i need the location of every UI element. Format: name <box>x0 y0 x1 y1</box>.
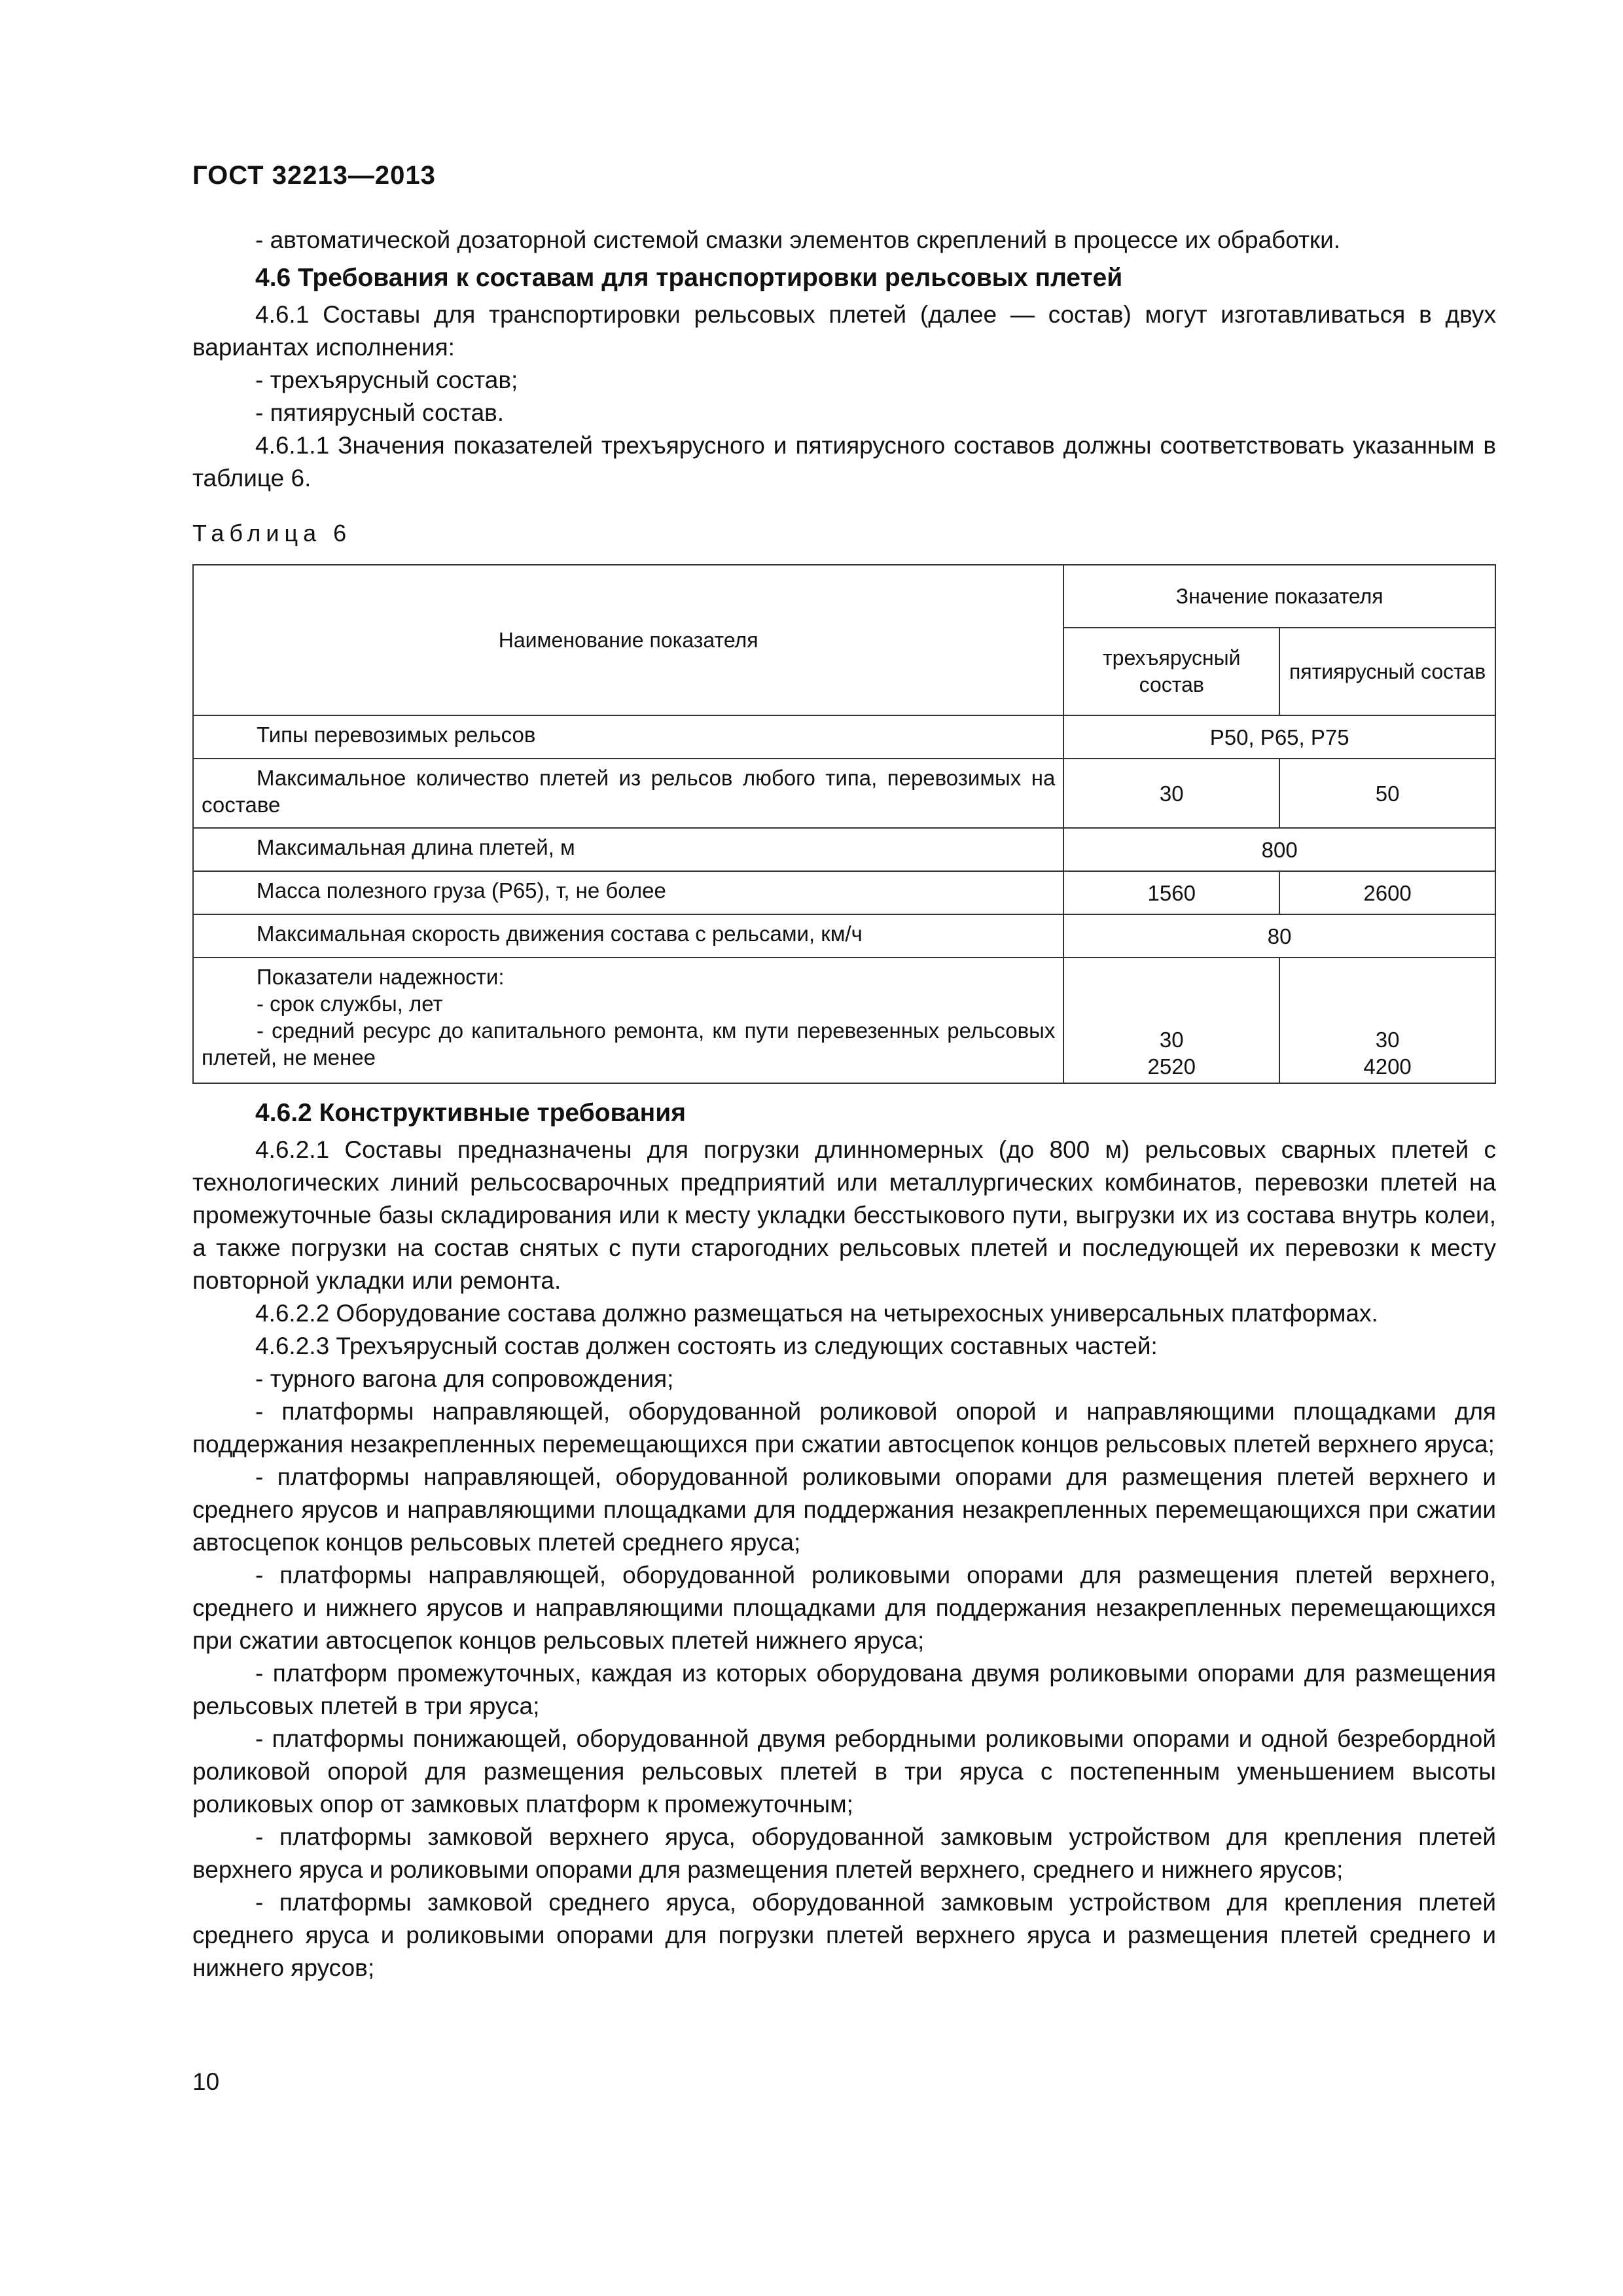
table-6 <box>192 564 1496 1084</box>
table-row-payload-name: Масса полезного груза (Р65), т, не более <box>193 871 1063 914</box>
table-head-name: Наименование показателя <box>193 565 1063 715</box>
paragraph-4-6-2-3: 4.6.2.3 Трехъярусный состав должен состоять из следующих составных частей: <box>255 1333 1158 1359</box>
table-row-reliability-title: Показатели надежности: <box>257 965 505 989</box>
table-row-reliability-five-tier-resource: 4200 <box>1363 1054 1412 1079</box>
table-row-reliability-service-life: - срок службы, лет <box>257 992 443 1016</box>
paragraph-4-6-1: 4.6.1 Составы для транспортировки рельсовых плетей (далее — состав) могут изготавливаться в двух вариантах исполнения: <box>192 301 1496 361</box>
table-row-payload-three-tier: 1560 <box>1063 871 1279 914</box>
paragraph-4-6-2-1: 4.6.2.1 Составы предназначены для погрузки длинномерных (до 800 м) рельсовых сварных плетей с технологических линий рельсосварочных предприятий или металлургических комбинатов, перевозки плетей на промежуточные базы складирования или к месту укладки бесстыкового пути, выгрузки их из состава внутрь колеи, а также погрузки на состав снятых с пути старогодних рельсовых плетей и последующей их перевозки к месту повторной укладки или ремонта. <box>192 1136 1496 1294</box>
table-row-reliability-five-tier <box>1279 958 1495 1083</box>
table-row-rail-types-name: Типы перевозимых рельсов <box>193 715 1063 759</box>
list-item-guide-platform-lower: - платформы направляющей, оборудованной роликовыми опорами для размещения плетей верхнего, среднего и нижнего ярусов и направляющими площадками для поддержания незакрепленных перемещающихся при сжатии автосцепок концов рельсовых плетей нижнего яруса; <box>192 1562 1496 1654</box>
table-row-reliability-five-tier-life: 30 <box>1375 1028 1400 1052</box>
table-row-max-length-name: Максимальная длина плетей, м <box>193 828 1063 871</box>
section-4-6-2 <box>192 1097 1496 1984</box>
table-row-max-count-name: Максимальное количество плетей из рельсов любого типа, перевозимых на составе <box>193 759 1063 828</box>
table-row-max-count-three-tier: 30 <box>1063 759 1279 828</box>
list-item-lock-platform-middle: - платформы замковой среднего яруса, оборудованной замковым устройством для крепления плетей среднего яруса и роликовыми опорами для погрузки плетей верхнего яруса и размещения плетей среднего и нижнего ярусов; <box>192 1889 1496 1981</box>
list-item-guide-platform-upper: - платформы направляющей, оборудованной роликовой опорой и направляющими площадками для поддержания незакрепленных перемещающихся при сжатии автосцепок концов рельсовых плетей верхнего яруса; <box>192 1398 1496 1458</box>
table-row-reliability-three-tier-resource: 2520 <box>1147 1054 1196 1079</box>
table-row-max-speed-value: 80 <box>1063 914 1495 958</box>
table-row-max-count-five-tier: 50 <box>1279 759 1495 828</box>
paragraph-4-6-2-2: 4.6.2.2 Оборудование состава должно размещаться на четырехосных универсальных платформах. <box>255 1300 1378 1327</box>
table-head-value-group: Значение показателя <box>1063 565 1495 628</box>
table-row-reliability-resource: - средний ресурс до капитального ремонта, км пути перевезенных рельсовых плетей, не менее <box>202 1018 1056 1069</box>
list-item-five-tier: - пятиярусный состав. <box>255 399 505 426</box>
list-item-lowering-platform: - платформы понижающей, оборудованной двумя ребордными роликовыми опорами и одной безребордной роликовой опорой для размещения рельсовых плетей в три яруса с постепенным уменьшением высоты роликовых опор от замковых платформ к промежуточным; <box>192 1725 1496 1818</box>
table-row-reliability-name <box>193 958 1063 1083</box>
table-row-max-speed-name: Максимальная скорость движения состава с рельсами, км/ч <box>193 914 1063 958</box>
table-row-payload-five-tier: 2600 <box>1279 871 1495 914</box>
list-item-three-tier: - трехъярусный состав; <box>255 367 518 393</box>
table-row-max-length-value: 800 <box>1063 828 1495 871</box>
paragraph-4-6-1-1: 4.6.1.1 Значения показателей трехъярусного и пятиярусного составов должны соответствовать указанным в таблице 6. <box>192 432 1496 492</box>
list-item-escort-car: - турного вагона для сопровождения; <box>255 1365 674 1392</box>
list-item-lock-platform-upper: - платформы замковой верхнего яруса, оборудованной замковым устройством для крепления плетей верхнего яруса и роликовыми опорами для размещения плетей верхнего, среднего и нижнего ярусов; <box>192 1823 1496 1883</box>
section-heading-4-6-2: 4.6.2 Конструктивные требования <box>255 1099 686 1127</box>
table-row-reliability-three-tier <box>1063 958 1279 1083</box>
document-header-id: ГОСТ 32213—2013 <box>192 161 436 190</box>
page-number: 10 <box>192 2068 220 2095</box>
document-body <box>192 224 1496 1984</box>
paragraph-lubrication: - автоматической дозаторной системой смазки элементов скреплений в процессе их обработки. <box>255 226 1341 253</box>
table-head-three-tier: трехъярусный состав <box>1063 628 1279 715</box>
table-head-five-tier: пятиярусный состав <box>1279 628 1495 715</box>
table-row-reliability-three-tier-life: 30 <box>1159 1028 1184 1052</box>
section-heading-4-6: 4.6 Требования к составам для транспортировки рельсовых плетей <box>255 264 1123 292</box>
list-item-intermediate-platforms: - платформ промежуточных, каждая из которых оборудована двумя роликовыми опорами для размещения рельсовых плетей в три яруса; <box>192 1660 1496 1719</box>
table-row-rail-types-value: Р50, Р65, Р75 <box>1063 715 1495 759</box>
list-item-guide-platform-middle: - платформы направляющей, оборудованной роликовыми опорами для размещения плетей верхнего и среднего ярусов и направляющими площадками для поддержания незакрепленных перемещающихся при сжатии автосцепок концов рельсовых плетей среднего яруса; <box>192 1463 1496 1556</box>
table-caption: Таблица 6 <box>192 520 352 547</box>
